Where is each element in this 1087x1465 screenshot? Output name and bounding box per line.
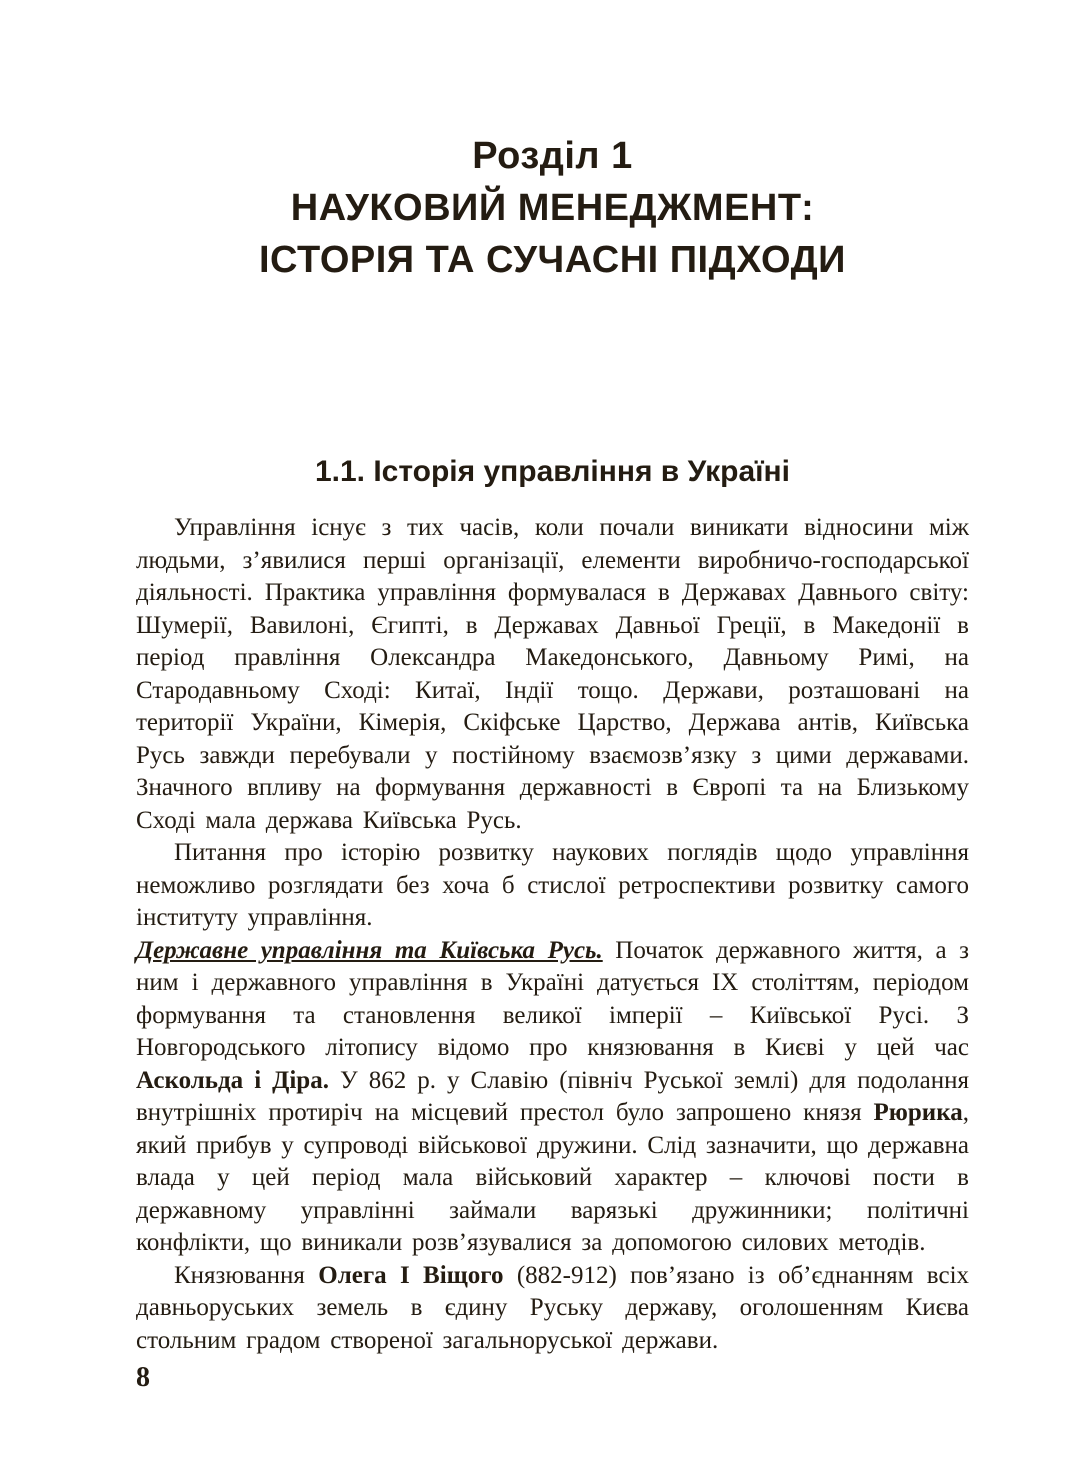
text-run: Питання про історію розвитку наукових поглядів щодо управління неможливо розглядати без хоча б стислої ретроспективи розвитку самого інституту управління. [136,839,969,931]
chapter-heading [136,130,969,286]
chapter-label: Розділ 1 [472,135,633,177]
text-run: У 862 р. у Славію (північ Руської землі) для подолання внутрішніх протиріч на місцевий престол було запрошено князя [136,1066,969,1126]
text-run: Олега І Віщого [318,1261,504,1289]
paragraph [136,512,969,837]
chapter-title-line-2: ІСТОРІЯ ТА СУЧАСНІ ПІДХОДИ [259,239,846,281]
paragraph [136,1260,969,1358]
text-run: Початок державного життя, а з ним і державного управління в Україні датується ІХ століттям, періодом формування та становлення великої імперії – Київської Русі. З Новгородського літопису відомо про князювання в Києві у цей час [136,936,969,1061]
text-run: Аскольда і Діра. [136,1066,329,1094]
text-run: , який прибув у супроводі військової дружини. Слід зазначити, що державна влада у цей період мала військовий характер – ключові пости в державному управлінні займали варязькі дружинники; політичні конфлікти, що виникали розв’язувалися за допомогою силових методів. [136,1099,969,1256]
body-paragraphs [136,512,969,1357]
text-run: (882-912) пов’язано із об’єднанням всіх давньоруських земель в єдину Руську державу, оголошенням Києва стольним градом створеної загальноруської держави. [136,1261,970,1354]
section-heading: 1.1. Історія управління в Україні [314,455,791,488]
text-run: Управління існує з тих часів, коли почали виникати відносини між людьми, з’явилися перші організації, елементи виробничо-господарської діяльності. Практика управління формувалася в Державах Давнього світу: Шумерії, Вавилоні, Єгипті, в Державах Давньої Греції, в Македонії в період правління Олександра Македонського, Давньому Римі, на Стародавньому Сході: Китаї, Індії тощо. Держави, розташовані на території України, Кімерія, Скіфське Царство, Держава антів, Київська Русь завжди перебували у постійному взаємозв’язку з цими державами. Значного впливу на формування державності в Європі та на Близькому Сході мала держава Київська Русь. [136,514,969,834]
paragraph [136,935,969,1260]
text-run: Князювання [174,1261,319,1289]
page-number: 8 [136,1362,150,1393]
text-run: Державне управління та Київська Русь. [136,936,603,964]
text-run: Рюрика [873,1099,963,1126]
chapter-title-line-1: НАУКОВИЙ МЕНЕДЖМЕНТ: [290,187,815,229]
paragraph [136,837,969,935]
